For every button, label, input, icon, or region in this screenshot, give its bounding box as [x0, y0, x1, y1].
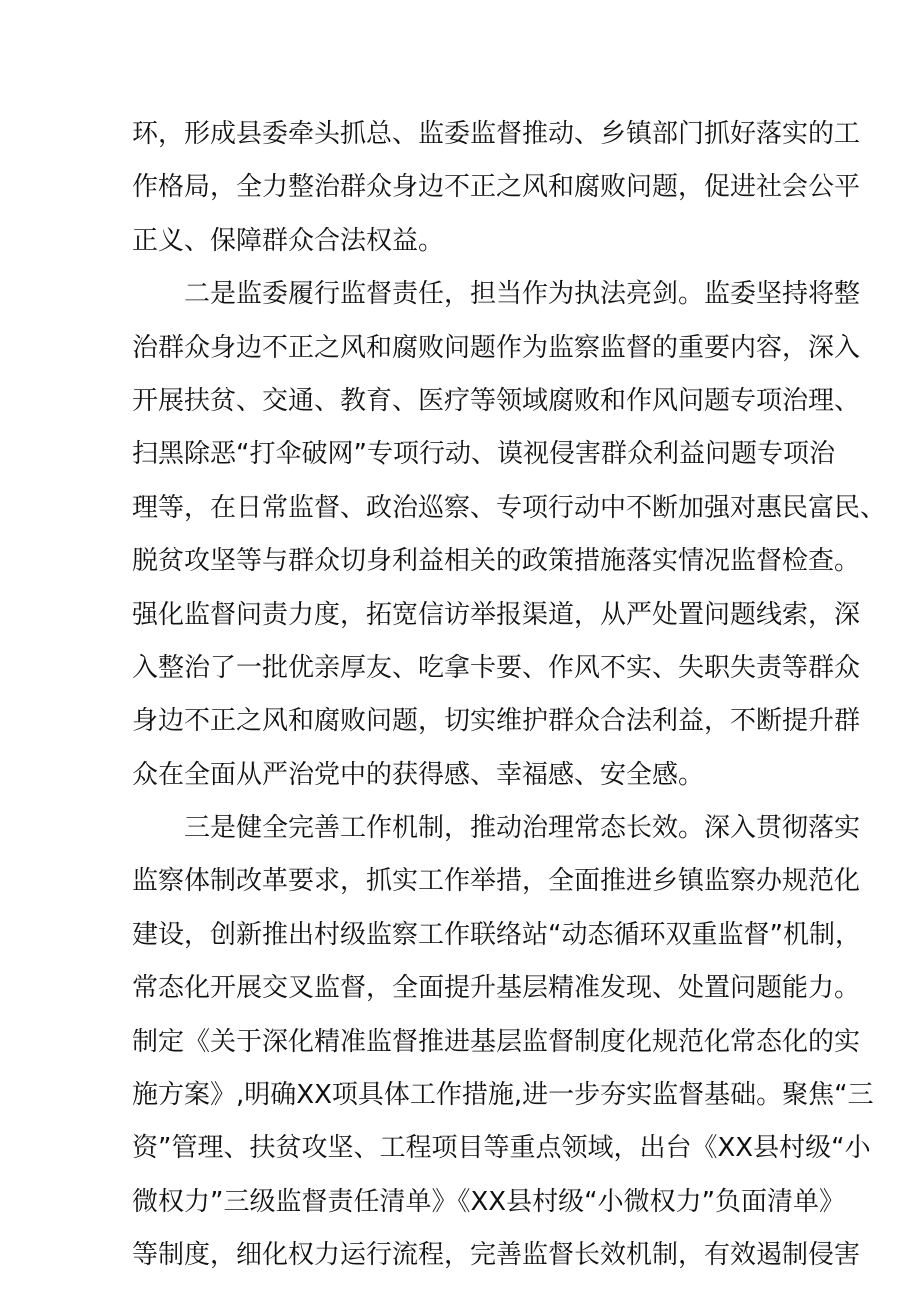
text-line: 开展扶贫、交通、教育、医疗等领域腐败和作风问题专项治理、 — [132, 385, 861, 416]
text-line: 制定《关于深化精准监督推进基层监督制度化规范化常态化的实 — [132, 1026, 861, 1057]
text-line: 正义、保障群众合法权益。 — [132, 225, 445, 256]
text-line: 资”管理、扶贫攻坚、工程项目等重点领域，出台《XX县村级“小 — [132, 1133, 871, 1164]
text-line: 身边不正之风和腐败问题，切实维护群众合法利益，不断提升群 — [132, 706, 861, 737]
text-line: 作格局，全力整治群众身边不正之风和腐败问题，促进社会公平 — [132, 172, 861, 203]
text-line: 强化监督问责力度，拓宽信访举报渠道，从严处置问题线索，深 — [132, 599, 861, 630]
text-line: 监察体制改革要求，抓实工作举措，全面推进乡镇监察办规范化 — [132, 866, 861, 897]
paragraph-second — [132, 268, 887, 802]
text-line: 众在全面从严治党中的获得感、幸福感、安全感。 — [132, 759, 705, 790]
text-line: 治群众身边不正之风和腐败问题作为监察监督的重要内容，深入 — [132, 332, 861, 363]
text-line: 二是监委履行监督责任，担当作为执法亮剑。监委坚持将整 — [184, 279, 861, 310]
text-line: 扫黑除恶“打伞破网”专项行动、谟视侵害群众利益问题专项治 — [132, 439, 835, 470]
text-line: 等制度，细化权力运行流程，完善监督长效机制，有效遏制侵害 — [132, 1240, 861, 1271]
text-line: 建设，创新推出村级监察工作联络站“动态循环双重监督”机制， — [132, 919, 861, 950]
text-line: 理等，在日常监督、政治巡察、专项行动中不断加强对惠民富民、 — [132, 492, 887, 523]
document-body — [132, 108, 887, 1283]
paragraph-continuation — [132, 108, 861, 268]
text-line: 常态化开展交叉监督，全面提升基层精准发现、处置问题能力。 — [132, 973, 861, 1004]
paragraph-third — [132, 802, 874, 1283]
text-line: 三是健全完善工作机制，推动治理常态长效。深入贯彻落实 — [184, 813, 861, 844]
text-line: 施方案》,明确XX项具体工作措施,进一步夯实监督基础。聚焦“三 — [132, 1080, 874, 1111]
text-line: 微权力”三级监督责任清单》《XX县村级“小微权力”负面清单》 — [132, 1186, 846, 1217]
text-line: 环，形成县委牵头抓总、监委监督推动、乡镇部门抓好落实的工 — [132, 119, 861, 149]
text-line: 脱贫攻坚等与群众切身利益相关的政策措施落实情况监督检查。 — [132, 546, 861, 577]
text-line: 入整治了一批优亲厚友、吃拿卡要、作风不实、失职失责等群众 — [132, 652, 861, 683]
